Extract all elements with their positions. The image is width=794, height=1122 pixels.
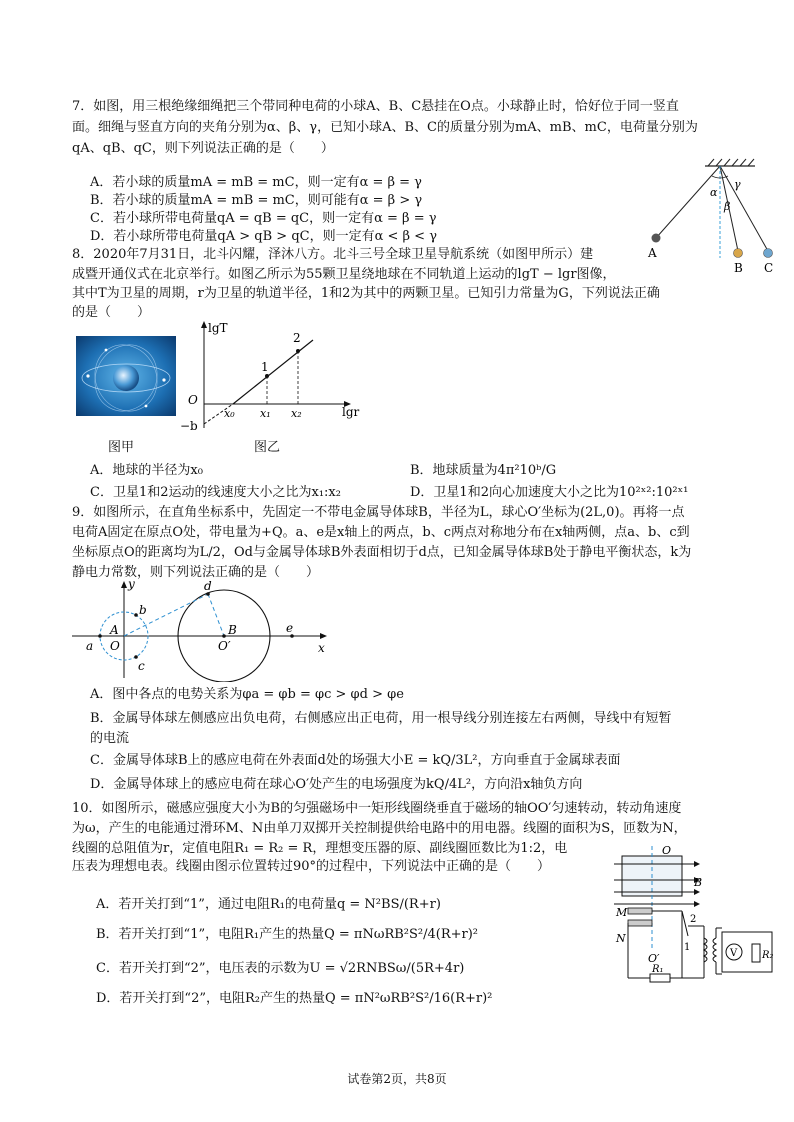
q8-option-a: A．地球的半径为x₀ — [90, 463, 203, 478]
y-axis-label: y — [128, 578, 135, 591]
q8-option-c: C．卫星1和2运动的线速度大小之比为x₁:x₂ — [90, 485, 341, 500]
q10-stem-line1: 10．如图所示，磁感应强度大小为B的匀强磁场中一矩形线圈绕垂直于磁场的轴OO′匀速转动，转动角速度 — [72, 801, 682, 816]
x1-label: x₁ — [260, 407, 271, 420]
q9-option-b-line1: B．金属导体球左侧感应出负电荷，右侧感应出正电荷，用一根导线分别连接左右两侧，导线中有短暂 — [90, 711, 672, 726]
q9-stem-line4: 静电力常数，则下列说法正确的是（ ） — [72, 565, 320, 580]
switch-2-label: 2 — [690, 914, 697, 925]
q8-stem-line3: 其中T为卫星的周期，r为卫星的轨道半径，1和2为其中的两颗卫星。已知引力常量为G，下列说法正确 — [72, 286, 660, 301]
q7-stem-line3: qA、qB、qC，则下列说法正确的是（ ） — [72, 141, 334, 156]
field-b-label: B — [694, 876, 703, 889]
switch-1-label: 1 — [684, 942, 691, 953]
center-o-prime-label: O′ — [218, 639, 231, 653]
angle-beta-label: β — [724, 200, 731, 213]
q9-option-d: D．金属导体球上的感应电荷在球心O′处产生的电场强度为kQ/4L²，方向沿x轴负方向 — [90, 777, 583, 792]
q10-stem-line2: 为ω，产生的电能通过滑环M、N由单刀双掷开关控制提供给电路中的用电器。线圈的面积为S，匝数为N， — [72, 821, 687, 836]
sphere-b-label: B — [228, 623, 237, 637]
r2-label: R₂ — [762, 950, 774, 961]
lgT-lgr-graph — [178, 318, 368, 433]
resistor-r2-icon — [752, 944, 760, 962]
q8-stem-line2: 成暨开通仪式在北京举行。如图乙所示为55颗卫星绕地球在不同轨道上运动的lgT − lgr图像， — [72, 267, 616, 282]
axis-o-label: O — [662, 846, 672, 857]
origin-label: O — [188, 393, 198, 407]
q10-option-b: B．若开关打到“1”，电阻R₁产生的热量Q = πNωRB²S²/4(R+r)² — [96, 927, 479, 942]
q9-option-c: C．金属导体球B上的感应电荷在外表面d处的场强大小E = kQ/3L²，方向垂直于金属球表面 — [90, 753, 621, 768]
q7-option-d: D．若小球所带电荷量qA > qB > qC，则一定有α < β < γ — [90, 229, 437, 244]
point-1-label: 1 — [261, 360, 269, 374]
point-c-label: c — [138, 659, 145, 673]
point-e-label: e — [286, 621, 294, 635]
r1-label: R₁ — [652, 964, 664, 975]
q9-stem-line2: 电荷A固定在原点O处，带电量为+Q。a、e是x轴上的两点，b、c两点对称地分布在x轴两侧，点a、b、c到 — [72, 525, 690, 540]
q7-pendulum-figure — [640, 158, 790, 280]
transformer-secondary-icon — [713, 938, 716, 962]
axis-o-prime-label: O′ — [648, 952, 660, 965]
q9-stem-line1: 9．如图所示，在直角坐标系中，先固定一不带电金属导体球B，半径为L，球心O′坐标为(2L,0)。再将一点 — [72, 505, 685, 520]
q9-option-b-line2: 的电流 — [90, 731, 130, 746]
point-b-label: b — [139, 603, 147, 617]
ball-b-label: B — [734, 261, 743, 275]
q9-stem-line3: 坐标原点O的距离均为L/2，Od与金属导体球B外表面相切于d点，已知金属导体球B处于静电平衡状态，k为 — [72, 545, 692, 560]
page-footer: 试卷第2页，共8页 — [347, 1072, 447, 1086]
x2-label: x₂ — [291, 407, 302, 420]
q7-option-c: C．若小球所带电荷量qA = qB = qC，则一定有α = β = γ — [90, 211, 437, 226]
figure-jia-caption: 图甲 — [108, 440, 135, 455]
ball-c-label: C — [764, 261, 774, 275]
figure-yi-caption: 图乙 — [254, 440, 281, 455]
angle-gamma-label: γ — [734, 178, 741, 191]
q9-option-a: A．图中各点的电势关系为φa = φb = φc > φd > φe — [90, 687, 404, 702]
q7-stem-line2: 面。细绳与竖直方向的夹角分别为α、β、γ，已知小球A、B、C的质量分别为mA、mB、mC，电荷量分别为 — [72, 120, 698, 135]
ball-a — [652, 234, 661, 243]
x-axis-label: x — [318, 641, 325, 655]
x-axis-label: lgr — [342, 405, 360, 419]
q7-option-a: A．若小球的质量mA = mB = mC，则一定有α = β = γ — [90, 175, 422, 190]
point-2-label: 2 — [293, 331, 301, 345]
point-a-label: a — [86, 639, 94, 653]
q10-generator-circuit-figure — [606, 846, 776, 986]
slip-ring-m-label: M — [616, 906, 628, 919]
slip-ring-n-label: N — [616, 932, 626, 945]
point-d-label: d — [204, 579, 212, 593]
q8-option-b: B．地球质量为4π²10ᵇ/G — [410, 463, 557, 478]
q7-option-b: B．若小球的质量mA = mB = mC，则可能有α = β > γ — [90, 193, 423, 208]
origin-label: O — [110, 639, 120, 653]
q9-coordinate-figure — [72, 578, 342, 682]
q10-stem-line4: 压表为理想电表。线圈由图示位置转过90°的过程中，下列说法中正确的是（ ） — [72, 859, 551, 874]
y-axis-label: lgT — [208, 321, 228, 335]
q10-option-a: A．若开关打到“1”，通过电阻R₁的电荷量q = N²BS/(R+r) — [96, 897, 441, 912]
neg-b-label: −b — [180, 419, 198, 433]
charge-a-label: A — [110, 623, 119, 637]
q8-option-d: D．卫星1和2向心加速度大小之比为10²ˣ²:10²ˣ¹ — [410, 485, 689, 500]
q7-stem-line1: 7．如图，用三根绝缘细绳把三个带同种电荷的小球A、B、C悬挂在O点。小球静止时，恰好位于同一竖直 — [72, 99, 679, 114]
q10-option-c: C．若开关打到“2”，电压表的示数为U = √2RNBSω/(5R+4r) — [96, 961, 465, 976]
q10-option-d: D．若开关打到“2”，电阻R₂产生的热量Q = πN²ωRB²S²/16(R+r)² — [96, 991, 493, 1006]
angle-alpha-label: α — [710, 186, 718, 199]
q8-stem-line1: 8．2020年7月31日，北斗闪耀，泽沐八方。北斗三号全球卫星导航系统（如图甲所示）建 — [72, 247, 594, 262]
earth-icon — [113, 365, 139, 391]
ball-a-label: A — [648, 246, 657, 260]
q8-stem-line4: 的是（ ） — [72, 305, 151, 320]
resistor-r1-icon — [650, 974, 670, 982]
beidou-image — [76, 336, 176, 416]
q10-stem-line3: 线圈的总阻值为r，定值电阻R₁ = R₂ = R，理想变压器的原、副线圈匝数比为1:2，电 — [72, 841, 568, 856]
voltmeter-label: V — [730, 948, 738, 959]
ball-b — [734, 249, 743, 258]
ball-c — [764, 249, 773, 258]
x0-label: x₀ — [224, 407, 235, 420]
